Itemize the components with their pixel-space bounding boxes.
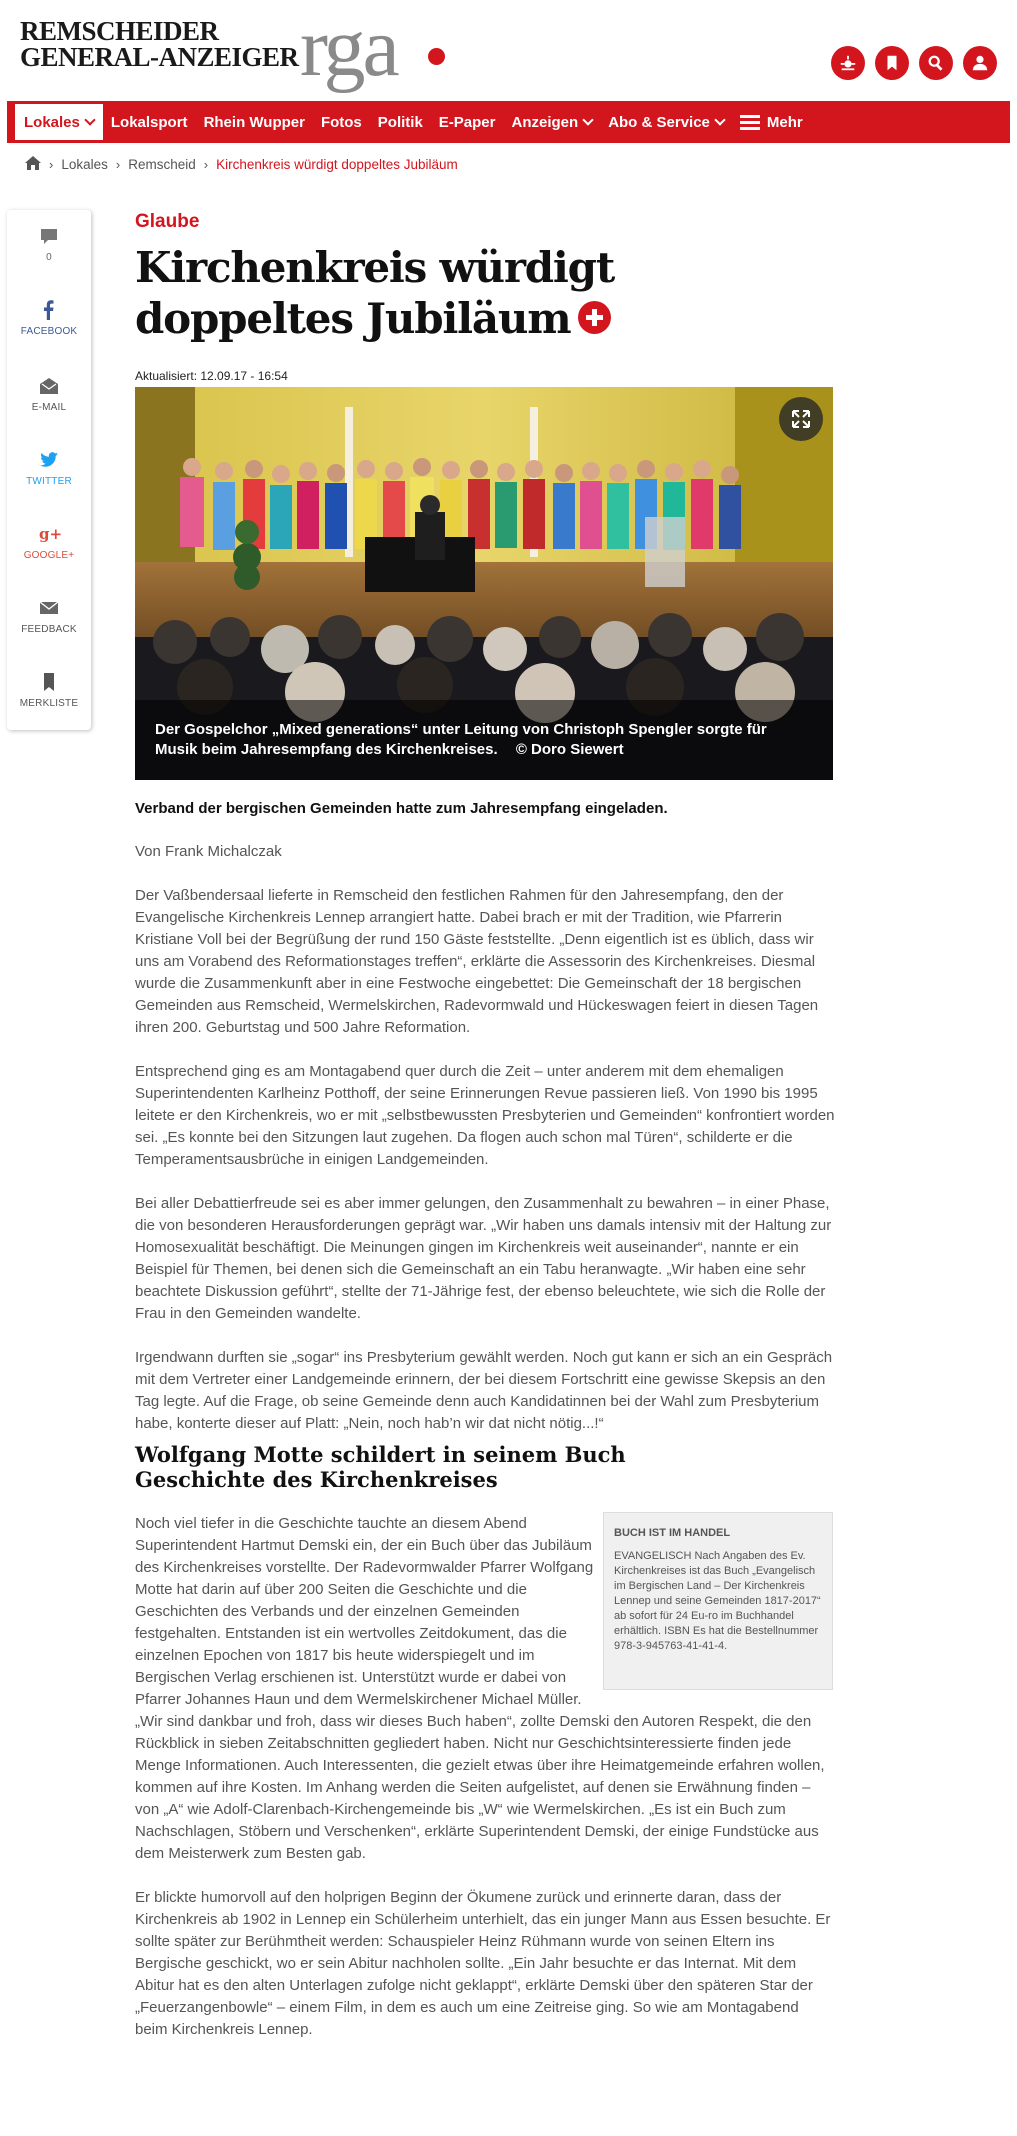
nav-item-fotos[interactable] — [313, 101, 370, 143]
nav-item-lokalsport[interactable] — [103, 101, 196, 143]
headline-line-2-text: doppeltes Jubiläum — [135, 294, 571, 343]
bookmark-button[interactable] — [7, 672, 91, 709]
chevron-right-icon: › — [115, 157, 121, 172]
email-label: E-MAIL — [31, 402, 67, 413]
nav-label: E-Paper — [438, 113, 496, 131]
facebook-label: FACEBOOK — [20, 326, 78, 337]
logo-line-2: GENERAL-ANZEIGER — [20, 42, 299, 72]
article-headline — [135, 242, 695, 344]
google-label: GOOGLE+ — [23, 550, 75, 561]
comment-icon — [39, 226, 59, 246]
google-plus-icon — [39, 524, 63, 544]
comments-count: 0 — [46, 252, 52, 263]
nav-label: Lokalsport — [110, 113, 188, 131]
expand-button[interactable] — [779, 397, 823, 441]
photo-caption — [135, 700, 833, 780]
feedback-button[interactable] — [7, 598, 91, 635]
nav-label: Lokales — [24, 113, 80, 131]
logo-wordmark[interactable] — [20, 18, 299, 70]
feedback-label: FEEDBACK — [21, 624, 77, 635]
headline-line-2 — [135, 293, 695, 344]
updated-timestamp: Aktualisiert: 12.09.17 - 16:54 — [135, 369, 288, 383]
article-paragraph: Er blickte humorvoll auf den holprigen Beginn der Ökumene zurück und erinnerte daran, dass der Kirchenkreis ab 1902 in Lennep ein Schülerheim unterhielt, das ein junger Mann aus Essen besuchte. Er sollte später zur Berühmtheit werden: Schauspieler Heinz Rühmann wurde von seinen Eltern ins Bergische geschickt, wo er sein Abitur nachholen sollte. „Ein Jahr besuchte er das Internat. Mit dem Abitur hat es den alten Unterlagen zufolge nicht geklappt“, erklärte Demski über den späteren Star der „Feuerzangenbowle“ – einem Film, in dem es auch um eine Zeitreise ging. So wie am Montagabend beim Kirchenkreis Lennep. — [135, 1889, 831, 2038]
nav-label: Abo & Service — [608, 113, 710, 131]
chevron-down-icon — [84, 114, 95, 125]
nav-item-lokales[interactable] — [15, 104, 103, 140]
caption-text: Der Gospelchor „Mixed generations“ unter Leitung von Christoph Spengler sorgte für Musik beim Jahresempfang des Kirchenkreises. — [155, 721, 767, 758]
article-paragraph: Irgendwann durften sie „sogar“ ins Presbyterium gewählt werden. Noch gut kann er sich an ein Gespräch mit dem Vertreter einer Landgemeinde erinnern, der bei diesem Fortschritt eine gewisse Skepsis an den Tag legte. Auf die Frage, ob seine Gemeinde denn auch Kandidatinnen bei der Wahl zum Presbyterium habe, konterte dieser auf Platt: „Nein, noch hab’n wir dat nicht nötig...!“ — [135, 1349, 833, 1432]
site-header — [0, 0, 1017, 100]
google-share[interactable] — [7, 524, 91, 561]
bookmark-label: MERKLISTE — [19, 698, 79, 709]
nav-item-anzeigen[interactable] — [504, 101, 601, 143]
facebook-icon — [39, 300, 59, 320]
menu-icon — [740, 112, 760, 133]
headline-line-1: Kirchenkreis würdigt — [135, 243, 615, 292]
nav-label: Anzeigen — [511, 113, 579, 131]
comments-button[interactable] — [7, 226, 91, 263]
chevron-right-icon: › — [203, 157, 209, 172]
breadcrumb-item[interactable]: Remscheid — [128, 157, 196, 172]
article-lead: Verband der bergischen Gemeinden hatte zum Jahresempfang eingeladen. — [135, 800, 668, 817]
infobox-title: BUCH IST IM HANDEL — [614, 1527, 731, 1539]
nav-item-e-paper[interactable] — [431, 101, 504, 143]
share-sidebar — [7, 210, 91, 730]
nav-label: Fotos — [320, 113, 362, 131]
logo-dot — [428, 48, 445, 65]
main-nav — [7, 101, 1010, 143]
article-paragraph: Bei aller Debattierfreude sei es aber immer gelungen, den Zusammenhalt zu bewahren – in einer Phase, die von besonderen Herausforderungen geprägt war. „Wir haben uns damals intensiv mit der Haltung zur Homosexualität beschäftigt. Die Meinungen gingen im Kirchenkreis weit auseinander“, nannte er ein Beispiel für Themen, bei denen sich die Gemeinschaft an ein Tabu heranwagte. „Wir haben eine sehr beachtete Diskussion geführt“, stellte der 71-Jährige fest, der ebenso beleuchtete, wie sich die Rolle der Frau in den Gemeinden wandelte. — [135, 1195, 832, 1322]
article-paragraph: Entsprechend ging es am Montagabend quer durch die Zeit – unter anderem mit dem ehemaligen Superintendenten Karlheinz Potthoff, der seine Erinnerungen Revue passieren ließ. Von 1990 bis 1995 leitete er den Kirchenkreis, wo er mit „selbstbewussten Presbyterien und Gemeinden“ konfrontiert worden sei. „Es konnte bei den Sitzungen laut zugehen. Da flogen auch schon mal Türen“, schilderte er die Temperamentsausbrüche in einigen Landgemeinden. — [135, 1063, 835, 1168]
plus-icon — [578, 301, 611, 334]
user-icon[interactable] — [963, 46, 997, 80]
weather-icon[interactable] — [831, 46, 865, 80]
nav-item-abo-service[interactable] — [600, 101, 732, 143]
chevron-right-icon: › — [49, 157, 54, 172]
logo-rga[interactable]: rga — [300, 1, 397, 94]
article-paragraph: Noch viel tiefer in die Geschichte tauchte an diesem Abend Superintendent Hartmut Demski ein, der ein Buch über das Jubiläum des Kirchenkreises vorstellte. Der Radevormwalder Pfarrer Wolfgang Motte hat darin auf über 200 Seiten die Geschichte und die Geschichten des Verbands und der einzelnen Gemeinden festgehalten. Entstanden ist ein wertvolles Zeitdokument, das die einzelnen Epochen von 1817 bis heute widerspiegelt und im Bergischen Verlag erschienen ist. Unterstützt wurde er dabei von Pfarrer Johannes Haun und dem Wermelskirchener Michael Müller. „Wir sind dankbar und froh, dass wir dieses Buch haben“, zollte Demski den Autoren Respekt, die den Rückblick in sieben Zeitabschnitten gegliedert haben. Nicht nur Geschichtsinteressierte finden jede Menge Informationen. Auch Interessenten, die gezielt etwas über ihre Heimatgemeinde erfahren wollen, kommen auf ihre Kosten. Im Anhang werden die Seiten aufgelistet, auf denen sie Erwähnung finden – von „A“ wie Adolf-Clarenbach-Kirchengemeinde bis „W“ wie Wermelskirchen. „Es ist ein Buch zum Nachschlagen, Stöbern und Verschenken“, erklärte Superintendent Demski, der einige Fundstücke aus dem Meisterwerk zum Besten gab. — [135, 1515, 825, 1862]
email-icon — [39, 376, 59, 396]
article-author: Von Frank Michalczak — [135, 843, 282, 860]
photo-credit: © Doro Siewert — [515, 741, 624, 758]
nav-item-rhein-wupper[interactable] — [196, 101, 313, 143]
email-share[interactable] — [7, 376, 91, 413]
nav-item-politik[interactable] — [370, 101, 431, 143]
home-icon[interactable] — [25, 156, 41, 173]
bookmark-icon — [39, 672, 59, 692]
breadcrumb-item[interactable]: Lokales — [61, 157, 108, 172]
article-photo[interactable] — [135, 387, 833, 780]
facebook-share[interactable] — [7, 300, 91, 337]
article-paragraph: Der Vaßbendersaal lieferte in Remscheid den festlichen Rahmen für den Jahresempfang, den der Evangelische Kirchenkreis Lennep arrangiert hatte. Dabei brach er mit der Tradition, wie Pfarrerin Kristiane Voll bei der Begrüßung der rund 150 Gäste feststellte. „Denn eigentlich ist es üblich, dass wir uns am Vorabend des Reformationstages treffen“, erklärte die Assessorin des Kirchenkreises. Diesmal wurde die Zusammenkunft aber in eine Festwoche eingebettet: Die Gemeinschaft der 18 bergischen Gemeinden aus Remscheid, Wermelskirchen, Radevormwald und Hückeswagen feiert in diesen Tagen ihren 200. Geburtstag und 500 Jahre Reformation. — [135, 887, 819, 1036]
bookmark-icon[interactable] — [875, 46, 909, 80]
chevron-down-icon — [714, 114, 725, 125]
infobox-text: EVANGELISCH Nach Angaben des Ev. Kirchenkreises ist das Buch „Evangelisch im Bergischen Land – Der Kirchenkreis Lennep und seine Gemeinden 1817-2017“ ab sofort für 24 Eu-ro im Buchhandel erhältlich. ISBN Es hat die Bestellnummer 978-3-945763-41-41-4. — [614, 1550, 821, 1652]
chevron-down-icon — [583, 114, 594, 125]
twitter-label: TWITTER — [26, 476, 72, 487]
article-subhead: Wolfgang Motte schildert in seinem Buch Geschichte des Kirchenkreises — [135, 1442, 626, 1492]
nav-label: Rhein Wupper — [203, 113, 305, 131]
svg-text:g+: g+ — [39, 525, 63, 543]
search-icon[interactable] — [919, 46, 953, 80]
logo-line-1: REMSCHEIDER — [20, 16, 219, 46]
envelope-icon — [39, 598, 59, 618]
nav-item-mehr[interactable] — [732, 101, 811, 143]
twitter-icon — [39, 450, 59, 470]
twitter-share[interactable] — [7, 450, 91, 487]
article-kicker: Glaube — [135, 211, 200, 232]
expand-icon — [779, 397, 823, 441]
breadcrumb — [25, 156, 458, 173]
infobox — [603, 1512, 833, 1690]
breadcrumb-current: Kirchenkreis würdigt doppeltes Jubiläum — [216, 157, 458, 172]
nav-label: Politik — [377, 113, 423, 131]
header-icons — [831, 46, 997, 80]
nav-label: Mehr — [766, 113, 803, 131]
